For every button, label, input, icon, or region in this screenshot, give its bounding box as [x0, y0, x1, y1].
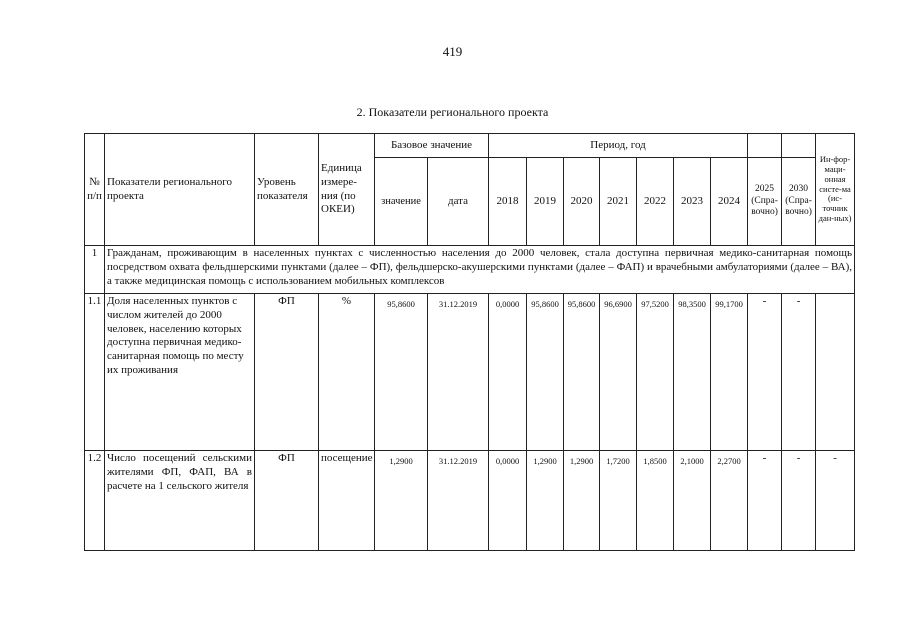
table-row [85, 294, 855, 451]
indicators-table [84, 133, 855, 551]
row-value-2023: 98,3500 [674, 294, 711, 451]
row-value-2024: 2,2700 [711, 451, 748, 551]
row-value-2022: 97,5200 [637, 294, 674, 451]
table-row [85, 451, 855, 551]
row-value-2030: - [782, 451, 816, 551]
header-base-value: Базовое значение [375, 134, 489, 158]
header-year-2024: 2024 [711, 158, 748, 246]
group-num: 1 [85, 246, 105, 294]
row-value-2019: 1,2900 [527, 451, 564, 551]
row-level: ФП [255, 451, 319, 551]
header-year-2018: 2018 [489, 158, 527, 246]
row-value-2030: - [782, 294, 816, 451]
header-date: дата [428, 158, 489, 246]
header-level: Уровень показателя [255, 134, 319, 246]
header-year-2022: 2022 [637, 158, 674, 246]
row-value-2022: 1,8500 [637, 451, 674, 551]
row-base-date: 31.12.2019 [428, 294, 489, 451]
row-name: Доля населенных пунктов с числом жителей до 2000 человек, населению которых доступна первичная медико-санитарная помощь по месту их проживания [105, 294, 255, 451]
header-num: № п/п [85, 134, 105, 246]
section-title: 2. Показатели регионального проекта [356, 105, 549, 119]
group-text: Гражданам, проживающим в населенных пунктах с численностью населения до 2000 человек, стала доступна первичная медико-санитарная помощь посредством охвата фельдшерскими пунктами (далее – ФП), фельдшерско-акушерскими пунктами (далее – ФАП) и врачебными амбулаториями (далее – ВА), а также медицинская помощь с использованием мобильных комплексов [105, 246, 855, 294]
header-period: Период, год [489, 134, 748, 158]
row-base-value: 95,8600 [375, 294, 428, 451]
header-unit: Единица измере-ния (по ОКЕИ) [319, 134, 375, 246]
header-row-1 [85, 134, 855, 158]
header-year-2020: 2020 [564, 158, 600, 246]
row-level: ФП [255, 294, 319, 451]
page-number: 419 [442, 44, 463, 59]
row-value-2019: 95,8600 [527, 294, 564, 451]
row-value-2021: 1,7200 [600, 451, 637, 551]
row-value-2021: 96,6900 [600, 294, 637, 451]
header-info-system: Ин-фор-маци-онная систе-ма (ис-точник дан-ных) [816, 134, 855, 246]
row-value-2024: 99,1700 [711, 294, 748, 451]
row-value-2025: - [748, 294, 782, 451]
row-value-2018: 0,0000 [489, 294, 527, 451]
header-year-2025: 2025 (Спра-вочно) [748, 158, 782, 246]
row-value-2018: 0,0000 [489, 451, 527, 551]
row-num: 1.1 [85, 294, 105, 451]
header-period-blank-2 [782, 134, 816, 158]
row-info-system [816, 294, 855, 451]
row-value-2023: 2,1000 [674, 451, 711, 551]
header-period-blank-1 [748, 134, 782, 158]
row-base-value: 1,2900 [375, 451, 428, 551]
row-num: 1.2 [85, 451, 105, 551]
header-year-2019: 2019 [527, 158, 564, 246]
row-name: Число посещений сельскими жителями ФП, ФАП, ВА в расчете на 1 сельского жителя [105, 451, 255, 551]
group-row [85, 246, 855, 294]
row-unit: % [319, 294, 375, 451]
row-value-2020: 95,8600 [564, 294, 600, 451]
header-year-2021: 2021 [600, 158, 637, 246]
header-indicators: Показатели регионального проекта [105, 134, 255, 246]
row-value-2025: - [748, 451, 782, 551]
row-base-date: 31.12.2019 [428, 451, 489, 551]
row-unit: посещение [319, 451, 375, 551]
header-year-2023: 2023 [674, 158, 711, 246]
row-info-system: - [816, 451, 855, 551]
header-value: значение [375, 158, 428, 246]
row-value-2020: 1,2900 [564, 451, 600, 551]
header-year-2030: 2030 (Спра-вочно) [782, 158, 816, 246]
